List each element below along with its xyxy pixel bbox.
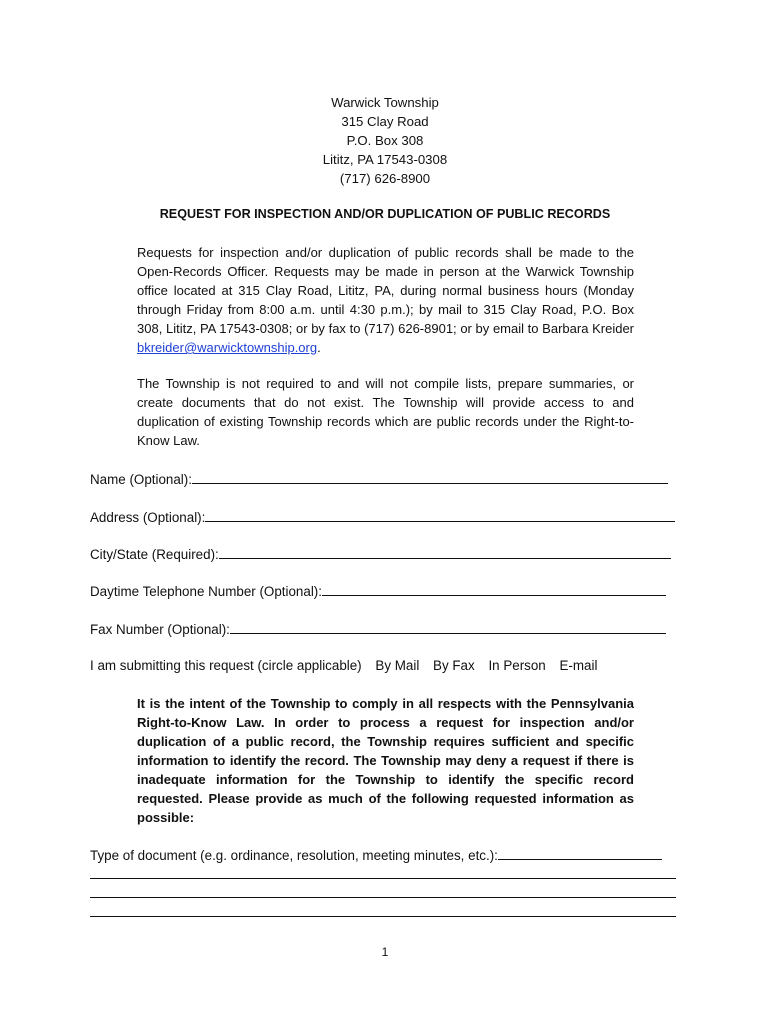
- document-type-line-2[interactable]: [90, 897, 676, 898]
- daytime-phone-label: Daytime Telephone Number (Optional):: [90, 584, 322, 599]
- policy-paragraph: The Township is not required to and will not compile lists, prepare summaries, or create documents that do not exist. The Township will provide access to and duplication of existing Township records which are public records under the Right-to-Know Law.: [137, 376, 634, 448]
- fax-number-blank[interactable]: [230, 620, 666, 634]
- address-label: Address (Optional):: [90, 510, 206, 525]
- phone-number: (717) 626-8900: [339, 171, 431, 186]
- option-in-person[interactable]: In Person: [488, 658, 546, 673]
- daytime-phone-blank[interactable]: [322, 582, 666, 596]
- document-type-line-3[interactable]: [90, 916, 676, 917]
- option-email[interactable]: E-mail: [559, 658, 598, 673]
- address-blank[interactable]: [205, 508, 675, 522]
- name-field[interactable]: [90, 470, 668, 489]
- option-by-mail[interactable]: By Mail: [375, 658, 420, 673]
- fax-number-field[interactable]: [90, 620, 666, 639]
- city-state-blank[interactable]: [219, 545, 671, 559]
- instructions-end: .: [317, 340, 321, 355]
- daytime-phone-field[interactable]: [90, 582, 666, 601]
- city-state-field[interactable]: [90, 545, 671, 564]
- form-title: REQUEST FOR INSPECTION AND/OR DUPLICATION OF PUBLIC RECORDS: [159, 207, 611, 221]
- name-blank[interactable]: [192, 470, 668, 484]
- page-number: 1: [381, 945, 389, 959]
- submission-method-label: I am submitting this request (circle applicable): [90, 658, 362, 673]
- document-type-line-1[interactable]: [90, 878, 676, 879]
- option-by-fax[interactable]: By Fax: [433, 658, 475, 673]
- name-label: Name (Optional):: [90, 472, 192, 487]
- po-box: P.O. Box 308: [346, 133, 424, 148]
- document-type-blank[interactable]: [498, 846, 662, 860]
- document-type-label: Type of document (e.g. ordinance, resolution, meeting minutes, etc.):: [90, 848, 498, 863]
- fax-number-label: Fax Number (Optional):: [90, 622, 230, 637]
- township-name: Warwick Township: [331, 95, 439, 110]
- street-address: 315 Clay Road: [341, 114, 429, 129]
- city-state-zip: Lititz, PA 17543-0308: [322, 152, 448, 167]
- letterhead: [0, 93, 770, 188]
- instructions-text: Requests for inspection and/or duplication of public records shall be made to the Open-Records Officer. Requests may be made in person at the Warwick Township office located at 315 Clay Road, Lititz, PA, during normal business hours (Monday through Friday from 8:00 a.m. until 4:30 p.m.); by mail to 315 Clay Road, P.O. Box 308, Lititz, PA 17543-0308; or by fax to (717) 626-8901; or by email to Barbara Kreider: [137, 245, 634, 336]
- address-field[interactable]: [90, 508, 675, 527]
- instructions-paragraph: [137, 243, 634, 357]
- city-state-label: City/State (Required):: [90, 547, 219, 562]
- document-type-field[interactable]: [90, 846, 662, 865]
- rtk-notice: It is the intent of the Township to comply in all respects with the Pennsylvania Right-to-Know Law. In order to process a request for inspection and/or duplication of a public record, the Township requires sufficient and specific information to identify the record. The Township may deny a request if there is inadequate information for the Township to identify the specific record requested. Please provide as much of the following requested information as possible:: [137, 696, 634, 825]
- email-link[interactable]: bkreider@warwicktownship.org: [137, 340, 318, 355]
- submission-method: [90, 657, 597, 675]
